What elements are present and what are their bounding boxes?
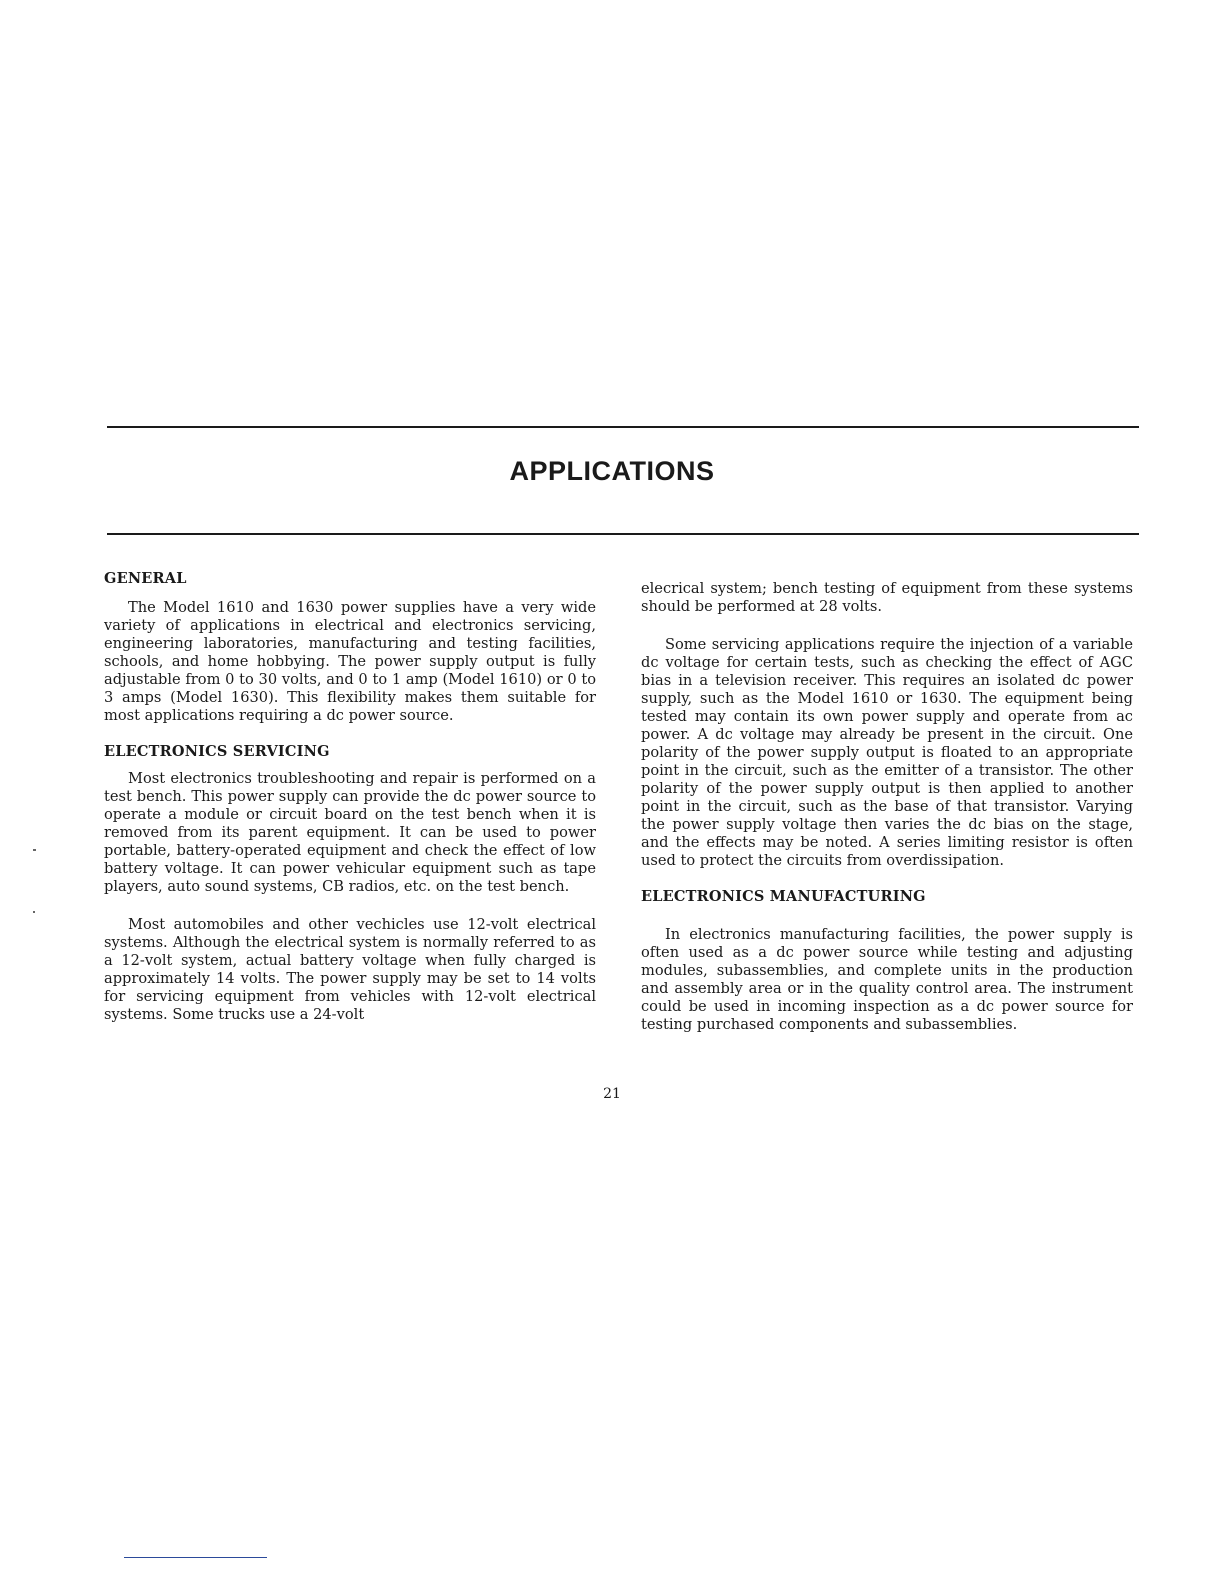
section-title-general: GENERAL [104, 570, 187, 587]
servicing-paragraph-3: Some servicing applications require the injection of a variable dc voltage for certain tests, such as checking the effect of AGC bias in a television receiver. This requires an isolated dc power supply, such as the Model 1610 or 1630. The equipment being tested may contain its own power supply and operate from ac power. A dc voltage may already be present in the circuit. One polarity of the power supply output is floated to an appropriate point in the circuit, such as the emitter of a transistor. The other polarity of the power supply output is then applied to another point in the circuit, such as the base of that transistor. Varying the power supply voltage then varies the dc bias on the stage, and the effects may be noted. A series limiting resistor is often used to protect the circuits from overdissipation. [641, 636, 1133, 869]
manufacturing-paragraph: In electronics manufacturing facilities, the power supply is often used as a dc power source while testing and adjusting modules, subassemblies, and complete units in the production and assembly area or in the quality control area. The instrument could be used in incoming inspection as a dc power source for testing purchased components and subassemblies. [641, 926, 1133, 1033]
section-title-manufacturing: ELECTRONICS MANUFACTURING [641, 888, 926, 905]
servicing-paragraph-1: Most electronics troubleshooting and repair is performed on a test bench. This power supply can provide the dc power source to operate a module or circuit board on the test bench when it is removed from its parent equipment. It can be used to power portable, battery-operated equipment and check the effect of low battery voltage. It can power vehicular equipment such as tape players, auto sound systems, CB radios, etc. on the test bench. [104, 770, 596, 895]
page-title: APPLICATIONS [509, 456, 715, 486]
servicing-paragraph-2: Most automobiles and other vechicles use 12-volt electrical systems. Although the electrical system is normally referred to as a 12-volt system, actual battery voltage when fully charged is approximately 14 volts. The power supply may be set to 14 volts for servicing equipment from vehicles with 12-volt electrical systems. Some trucks use a 24-volt [104, 916, 596, 1023]
general-paragraph: The Model 1610 and 1630 power supplies have a very wide variety of applications in electrical and electronics servicing, engineering laboratories, manufacturing and testing facilities, schools, and home hobbying. The power supply output is fully adjustable from 0 to 30 volts, and 0 to 1 amp (Model 1610) or 0 to 3 amps (Model 1630). This flexibility makes them suitable for most applications requiring a dc power source. [104, 599, 596, 724]
page-number: 21 [603, 1086, 621, 1102]
header-rule-bottom [107, 533, 1139, 535]
scan-mark [33, 911, 35, 913]
left-column [104, 570, 596, 1024]
header-rule-top [107, 426, 1139, 428]
servicing-paragraph-2-continued: elecrical system; bench testing of equipment from these systems should be performed at 28 volts. [641, 580, 1133, 615]
footer-line [124, 1557, 267, 1558]
right-column [641, 580, 1133, 1034]
scan-mark [33, 849, 36, 851]
section-title-servicing: ELECTRONICS SERVICING [104, 743, 330, 760]
